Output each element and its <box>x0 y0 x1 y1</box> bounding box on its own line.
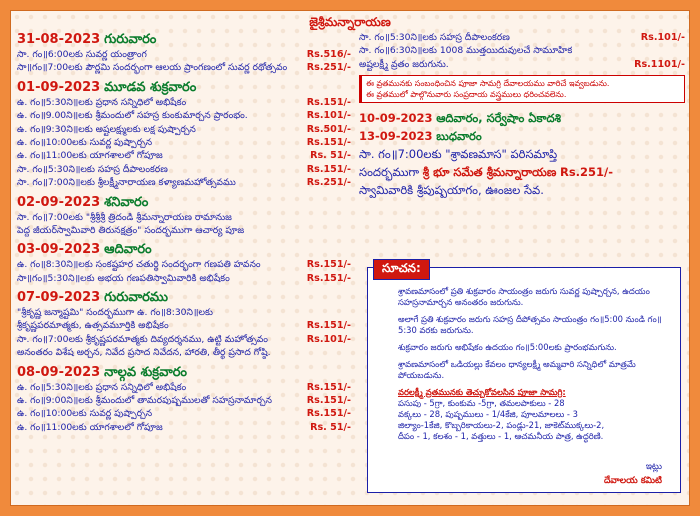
event-row <box>17 381 351 394</box>
section-header <box>17 194 351 211</box>
right-column <box>359 31 685 486</box>
event-text: ఉ. గం॥9:30ని॥లకు అష్టలక్ష్ములకు లక్ష పుష్పార్చన <box>17 123 196 135</box>
event-amount: Rs.1101/- <box>634 58 685 70</box>
suchana-para: శ్రావణమాసంలో ప్రతి శుక్రవారం సాయంత్రం జరుగు సువర్ణ పుష్పార్చన, ఉదయం సహస్రనామార్చన అనంతరం జరుగును. <box>398 286 650 307</box>
section-day: గురువారము <box>104 290 169 306</box>
samagri-item: దీపం - 1, కలశం - 1, వత్తులు - 1, ఆచమనీయ పాత్ర, ఉద్ధరిణి. <box>398 431 604 441</box>
left-column <box>17 31 351 434</box>
suchana-tag: సూచన: <box>373 259 430 280</box>
event-row <box>17 224 351 237</box>
event-amount: Rs.151/- <box>306 272 351 284</box>
section-day: ఆదివారం <box>104 242 152 258</box>
event-text: సా. గం॥7:00లకు "శ్రీశ్రీశ్రీ త్రిదండి శ్రీమన్నారాయణ రామానుజ <box>17 211 232 223</box>
event-row <box>17 421 351 434</box>
notice-box <box>359 75 685 103</box>
special-line-3: సా. గం॥7:00లకు "శ్రావణమాస" పరిసమాప్తి <box>359 147 558 162</box>
event-row <box>17 407 351 420</box>
event-row <box>17 176 351 189</box>
event-text: ఉ. గం॥9:00ని॥లకు శ్రీమందులో తామరపుష్పములతో సహస్రనామార్చన <box>17 395 272 407</box>
event-text: శ్రీకృష్ణపరమాత్మకు, ఉత్సవమూర్తికి అభిషేకం <box>17 320 169 332</box>
suchana-para: శుక్రవారం జరుగు అభిషేకం ఉదయం గం॥5:00లకు ప్రారంభమగును. <box>398 342 617 352</box>
event-text: ఉ. గం॥8:30ని॥లకు సంకష్టహర చతుర్థి సందర్భంగా గణపతి హవనం <box>17 259 261 271</box>
samagri-item: జిల్యాం-1కేజి, కొబ్బరికాయలు-2, పండ్లు-21, జాకెట్‌ముక్కలు-2, <box>398 420 605 430</box>
section-date: 08-09-2023 <box>17 364 101 380</box>
event-row <box>17 123 351 136</box>
event-text: పెద్ద జీయర్‌స్వామివారి తిరునక్షత్రం" సందర్భముగా ఆచార్య పూజ <box>17 224 245 236</box>
event-amount: Rs.151/- <box>306 163 351 175</box>
event-amount: Rs.151/- <box>306 259 351 271</box>
event-text: అనంతరం విశేష అర్చన, నివేద ప్రసాద నివేదన, హారతి, తీర్థ ప్రసాద గోష్ఠి. <box>17 347 271 359</box>
event-row <box>17 211 351 224</box>
event-row <box>17 96 351 109</box>
event-row <box>17 109 351 122</box>
event-amount: Rs.251/- <box>306 177 351 189</box>
event-text: సా. గం॥5:30ని॥లకు సహస్ర దీపాలంకరణ <box>359 32 510 43</box>
event-amount: Rs.151/- <box>306 381 351 393</box>
event-amount: Rs.516/- <box>306 49 351 60</box>
event-amount: Rs.101/- <box>640 32 685 43</box>
event-text: ఉ. గం॥10:00లకు సువర్ణ పుష్పార్చన <box>17 136 153 148</box>
event-text: సా॥గం॥7:00లకు పౌర్ణమి సందర్భంగా ఆలయ ప్రాంగణంలో సువర్ణ రథోత్సవం <box>17 62 288 74</box>
event-row <box>359 58 685 71</box>
suchana-box <box>367 267 681 493</box>
event-amount: Rs.251/- <box>306 62 351 74</box>
event-text: ఉ. గం॥10:00లకు సువర్ణ పుష్పార్చన <box>17 408 153 420</box>
event-amount: Rs.151/- <box>306 408 351 420</box>
right-top-rows <box>359 31 685 71</box>
event-text: సా. గం॥5:30ని॥లకు సహస్ర దీపాలంకరణ <box>17 163 168 175</box>
event-row <box>17 136 351 149</box>
special-line-2: 13-09-2023 బుధవారం <box>359 129 482 144</box>
section-day: గురువారం <box>104 32 157 47</box>
notice-line: ఈ వ్రతమునకు సంబంధించిన పూజా సామగ్రి దేవాలయము వారిచే ఇవ్వబడును. <box>366 79 610 89</box>
event-row <box>17 163 351 176</box>
signature: ఇట్లు దేవాలయ కమిటి <box>603 462 662 486</box>
section-date: 31-08-2023 <box>17 32 101 47</box>
suchana-para: శ్రావణమాసంలో ఒడియల్లు కేవలం ధాన్యలక్ష్మీ అమ్మవారి సన్నిధిలో మాత్రమే పోయబడును. <box>398 359 636 380</box>
event-text: ఉ. గం॥11:00లకు యాగశాలలో గోపూజ <box>17 421 163 433</box>
section-header <box>17 31 351 48</box>
special-line-1: 10-09-2023 ఆదివారం, సర్వేషాం ఏకాదశి <box>359 111 561 126</box>
event-row <box>17 61 351 74</box>
section-date: 07-09-2023 <box>17 290 101 306</box>
event-amount: Rs.151/- <box>306 395 351 407</box>
event-text: సా. గం॥6:30ని॥లకు 1008 ముత్తయిదువులచే సామూహిక <box>359 45 573 57</box>
section-day: నాల్గవ శుక్రవారం <box>104 364 188 380</box>
event-text: సా. గం॥6:00లకు సువర్ణ యంత్రాంగ <box>17 49 147 60</box>
notice-line: ఈ వ్రతములో పాల్గొనువారు సంప్రదాయ వస్త్రములు ధరించవలెను. <box>366 90 567 100</box>
section-date: 03-09-2023 <box>17 242 101 258</box>
samagri-item: పసుపు - 5గ్రా, కుంకుమ -5గ్రా, తమలపాకులు - 28 <box>398 398 565 408</box>
event-row <box>359 44 685 57</box>
section-header <box>17 364 351 381</box>
event-row <box>17 48 351 61</box>
event-row <box>17 333 351 346</box>
section-header <box>17 241 351 258</box>
event-text: ఉ. గం॥5:30ని॥లకు ప్రధాన సన్నిధిలో అభిషేకం <box>17 96 187 108</box>
section-date: 02-09-2023 <box>17 194 101 210</box>
samagri-title: వరలక్ష్మీ వ్రతమునకు తెచ్చుకోవలసిన పూజా సామగ్రి: <box>398 387 566 397</box>
event-amount: Rs.101/- <box>306 333 351 345</box>
event-amount: Rs.101/- <box>306 110 351 122</box>
event-text: ఉ. గం॥11:00లకు యాగశాలలో గోపూజ <box>17 150 163 162</box>
event-row <box>359 31 685 44</box>
event-amount: Rs.151/- <box>306 320 351 332</box>
event-amount: Rs. 51/- <box>310 421 351 433</box>
special-line-4: సందర్భముగా శ్రీ భూ సమేత శ్రీమన్నారాయణ Rs.251/- <box>359 165 614 180</box>
section-day: మూడవ శుక్రవారం <box>104 79 197 95</box>
event-row <box>17 306 351 319</box>
section-day: శనివారం <box>104 194 149 210</box>
section-date: 01-09-2023 <box>17 79 101 95</box>
event-row <box>17 272 351 285</box>
samagri-item: వక్కలు - 28, పుష్పములు - 1/4కేజి, పూలమాలలు - 3 <box>398 409 578 419</box>
suchana-para: అలాగే ప్రతి శుక్రవారం జరుగు సహస్ర దీపోత్సవం సాయంత్రం గం॥5:00 నుండి గం॥5:30 వరకు జరుగును. <box>398 314 662 335</box>
event-text: ఉ. గం॥9.00ని॥లకు శ్రీమందులో సహస్ర కుంకుమార్చన ప్రారంభం. <box>17 110 248 122</box>
event-amount: Rs.151/- <box>306 136 351 148</box>
section-header <box>17 289 351 306</box>
event-amount: Rs.501/- <box>306 123 351 135</box>
special-events <box>359 109 685 199</box>
event-text: ఉ. గం॥5:30ని॥లకు ప్రధాన సన్నిధిలో అభిషేకం <box>17 381 187 393</box>
event-amount: Rs.151/- <box>306 96 351 108</box>
event-amount: Rs. 51/- <box>310 150 351 162</box>
event-text: సా. గం॥7:00లకు శ్రీకృష్ణపరమాత్మకు దివ్యదర్శనము, ఉట్టి మహోత్సవం <box>17 333 268 345</box>
poster <box>10 10 690 506</box>
event-row <box>17 258 351 271</box>
event-row <box>17 319 351 332</box>
event-row <box>17 394 351 407</box>
event-row <box>17 149 351 162</box>
section-header <box>17 79 351 96</box>
event-text: "శ్రీకృష్ణ జన్మాష్టమి" సందర్భముగా ఉ. గం॥8:30ని॥లకు <box>17 307 213 319</box>
page-title: జైశ్రీమన్నారాయణ <box>309 15 391 29</box>
event-row <box>17 346 351 359</box>
event-text: అష్టలక్ష్మీ వ్రతం జరుగును. <box>359 58 449 70</box>
event-text: సా॥గం॥5:30ని॥లకు అభయ గణపతిస్వామివారికి అభిషేకం <box>17 272 230 284</box>
special-line-5: స్వామివారికి శ్రీపుష్పయాగం, ఊంజల సేవ. <box>359 183 544 198</box>
event-text: సా. గం॥7:00ని॥లకు శ్రీలక్ష్మీనారాయణ కళ్యాణమహోత్సవము <box>17 177 236 189</box>
